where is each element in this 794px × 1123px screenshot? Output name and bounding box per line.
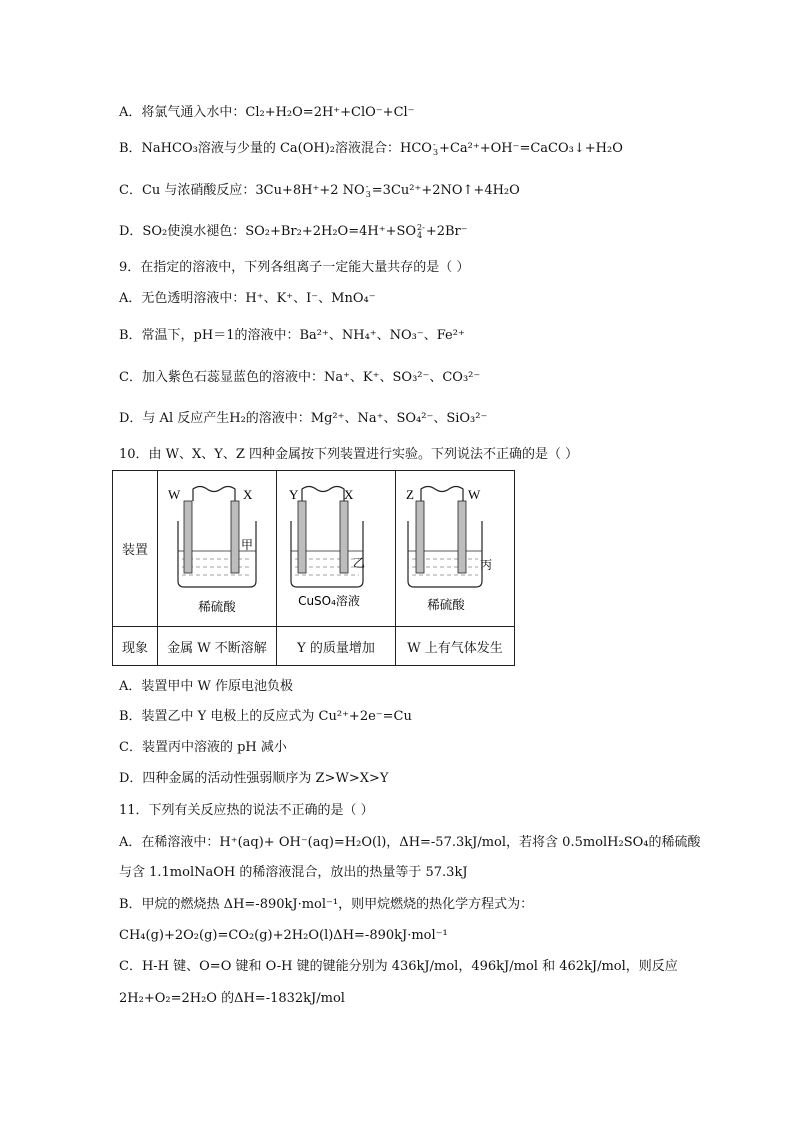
q11-option-c-line1: C．H-H 键、O=O 键和 O-H 键的键能分别为 436kJ/mol，496kJ/mol 和 462kJ/mol，则反应 <box>119 959 678 974</box>
setup-jia-tag: 甲 <box>241 538 254 552</box>
setup-jia-left-label: W <box>168 487 181 502</box>
setup-bing-tag: 丙 <box>480 558 493 572</box>
setup-bing-right-label: W <box>468 487 481 502</box>
q11-option-a-line1: A．在稀溶液中：H⁺(aq)+ OH⁻(aq)=H₂O(l)，ΔH=-57.3kJ/mol，若将含 0.5molH₂SO₄的稀硫酸 <box>119 835 701 850</box>
q8-option-b <box>119 140 623 158</box>
q8-b-ion-charge: - 3 <box>432 139 439 157</box>
q11-option-b-line2: CH₄(g)+2O₂(g)=CO₂(g)+2H₂O(l)ΔH=-890kJ·mol⁻¹ <box>119 928 448 943</box>
setup-yi-diagram <box>277 471 385 626</box>
setup-yi-tag: 乙 <box>353 556 366 570</box>
q10-option-a: A．装置甲中 W 作原电池负极 <box>119 679 294 694</box>
setup-jia-diagram <box>158 471 276 626</box>
q11-stem: 11．下列有关反应热的说法不正确的是（ ） <box>119 803 374 818</box>
observation-yi: Y 的质量增加 <box>277 627 396 666</box>
q11-option-a-line2: 与含 1.1molNaOH 的稀溶液混合，放出的热量等于 57.3kJ <box>119 865 468 880</box>
q8-option-c-prefix: C．Cu 与浓硝酸反应：3Cu+8H⁺+2 NO <box>119 183 365 198</box>
q10-option-b: B．装置乙中 Y 电极上的反应式为 Cu²⁺+2e⁻=Cu <box>119 709 412 724</box>
q8-option-b-suffix: +Ca²⁺+OH⁻=CaCO₃↓+H₂O <box>439 141 623 156</box>
q10-option-d: D．四种金属的活动性强弱顺序为 Z>W>X>Y <box>119 771 389 786</box>
q9-option-a: A．无色透明溶液中：H⁺、K⁺、I⁻、MnO₄⁻ <box>119 291 376 306</box>
observation-jia: 金属 W 不断溶解 <box>158 627 277 666</box>
setup-bing-left-label: Z <box>406 487 414 502</box>
q8-option-c-suffix: =3Cu²⁺+2NO↑+4H₂O <box>371 183 520 198</box>
q11-option-b-line1: B．甲烷的燃烧热 ΔH=-890kJ·mol⁻¹，则甲烷燃烧的热化学方程式为： <box>119 897 534 912</box>
q10-stem: 10．由 W、X、Y、Z 四种金属按下列装置进行实验。下列说法不正确的是（ ） <box>119 447 579 462</box>
setup-bing-diagram <box>396 471 514 626</box>
setup-bing-solution: 稀硫酸 <box>427 597 465 612</box>
experiment-table <box>112 470 515 666</box>
setup-jia-solution: 稀硫酸 <box>198 599 236 614</box>
q11-option-c-line2: 2H₂+O₂=2H₂O 的ΔH=-1832kJ/mol <box>119 991 345 1006</box>
q9-stem: 9．在指定的溶液中，下列各组离子一定能大量共存的是（ ） <box>119 260 470 275</box>
q10-option-c: C．装置丙中溶液的 pH 减小 <box>119 740 287 755</box>
row-label-device: 装置 <box>113 471 158 627</box>
q8-option-d-prefix: D．SO₂使溴水褪色：SO₂+Br₂+2H₂O=4H⁺+SO <box>119 224 417 239</box>
setup-yi-right-label: X <box>344 487 354 502</box>
setup-yi-solution: CuSO₄溶液 <box>298 594 360 608</box>
row-label-phenomenon: 现象 <box>113 627 158 666</box>
q8-d-ion-charge: 2- 4 <box>417 222 425 240</box>
q9-option-b: B．常温下，pH＝1的溶液中：Ba²⁺、NH₄⁺、NO₃⁻、Fe²⁺ <box>119 328 465 343</box>
q8-option-c <box>119 182 520 200</box>
observation-bing: W 上有气体发生 <box>396 627 515 666</box>
setup-yi-left-label: Y <box>289 487 299 502</box>
q9-option-c: C．加入紫色石蕊显蓝色的溶液中：Na⁺、K⁺、SO₃²⁻、CO₃²⁻ <box>119 370 481 385</box>
q8-option-a: A．将氯气通入水中：Cl₂+H₂O=2H⁺+ClO⁻+Cl⁻ <box>119 105 415 120</box>
q8-option-d <box>119 223 468 241</box>
setup-jia <box>158 471 277 627</box>
q8-option-b-prefix: B．NaHCO₃溶液与少量的 Ca(OH)₂溶液混合：HCO <box>119 141 432 156</box>
setup-bing <box>396 471 515 627</box>
q8-option-d-suffix: +2Br⁻ <box>425 224 468 239</box>
q8-c-ion-charge: - 3 <box>365 181 371 199</box>
q9-option-d: D．与 Al 反应产生H₂的溶液中：Mg²⁺、Na⁺、SO₄²⁻、SiO₃²⁻ <box>119 411 488 426</box>
setup-jia-right-label: X <box>243 487 253 502</box>
setup-yi <box>277 471 396 627</box>
